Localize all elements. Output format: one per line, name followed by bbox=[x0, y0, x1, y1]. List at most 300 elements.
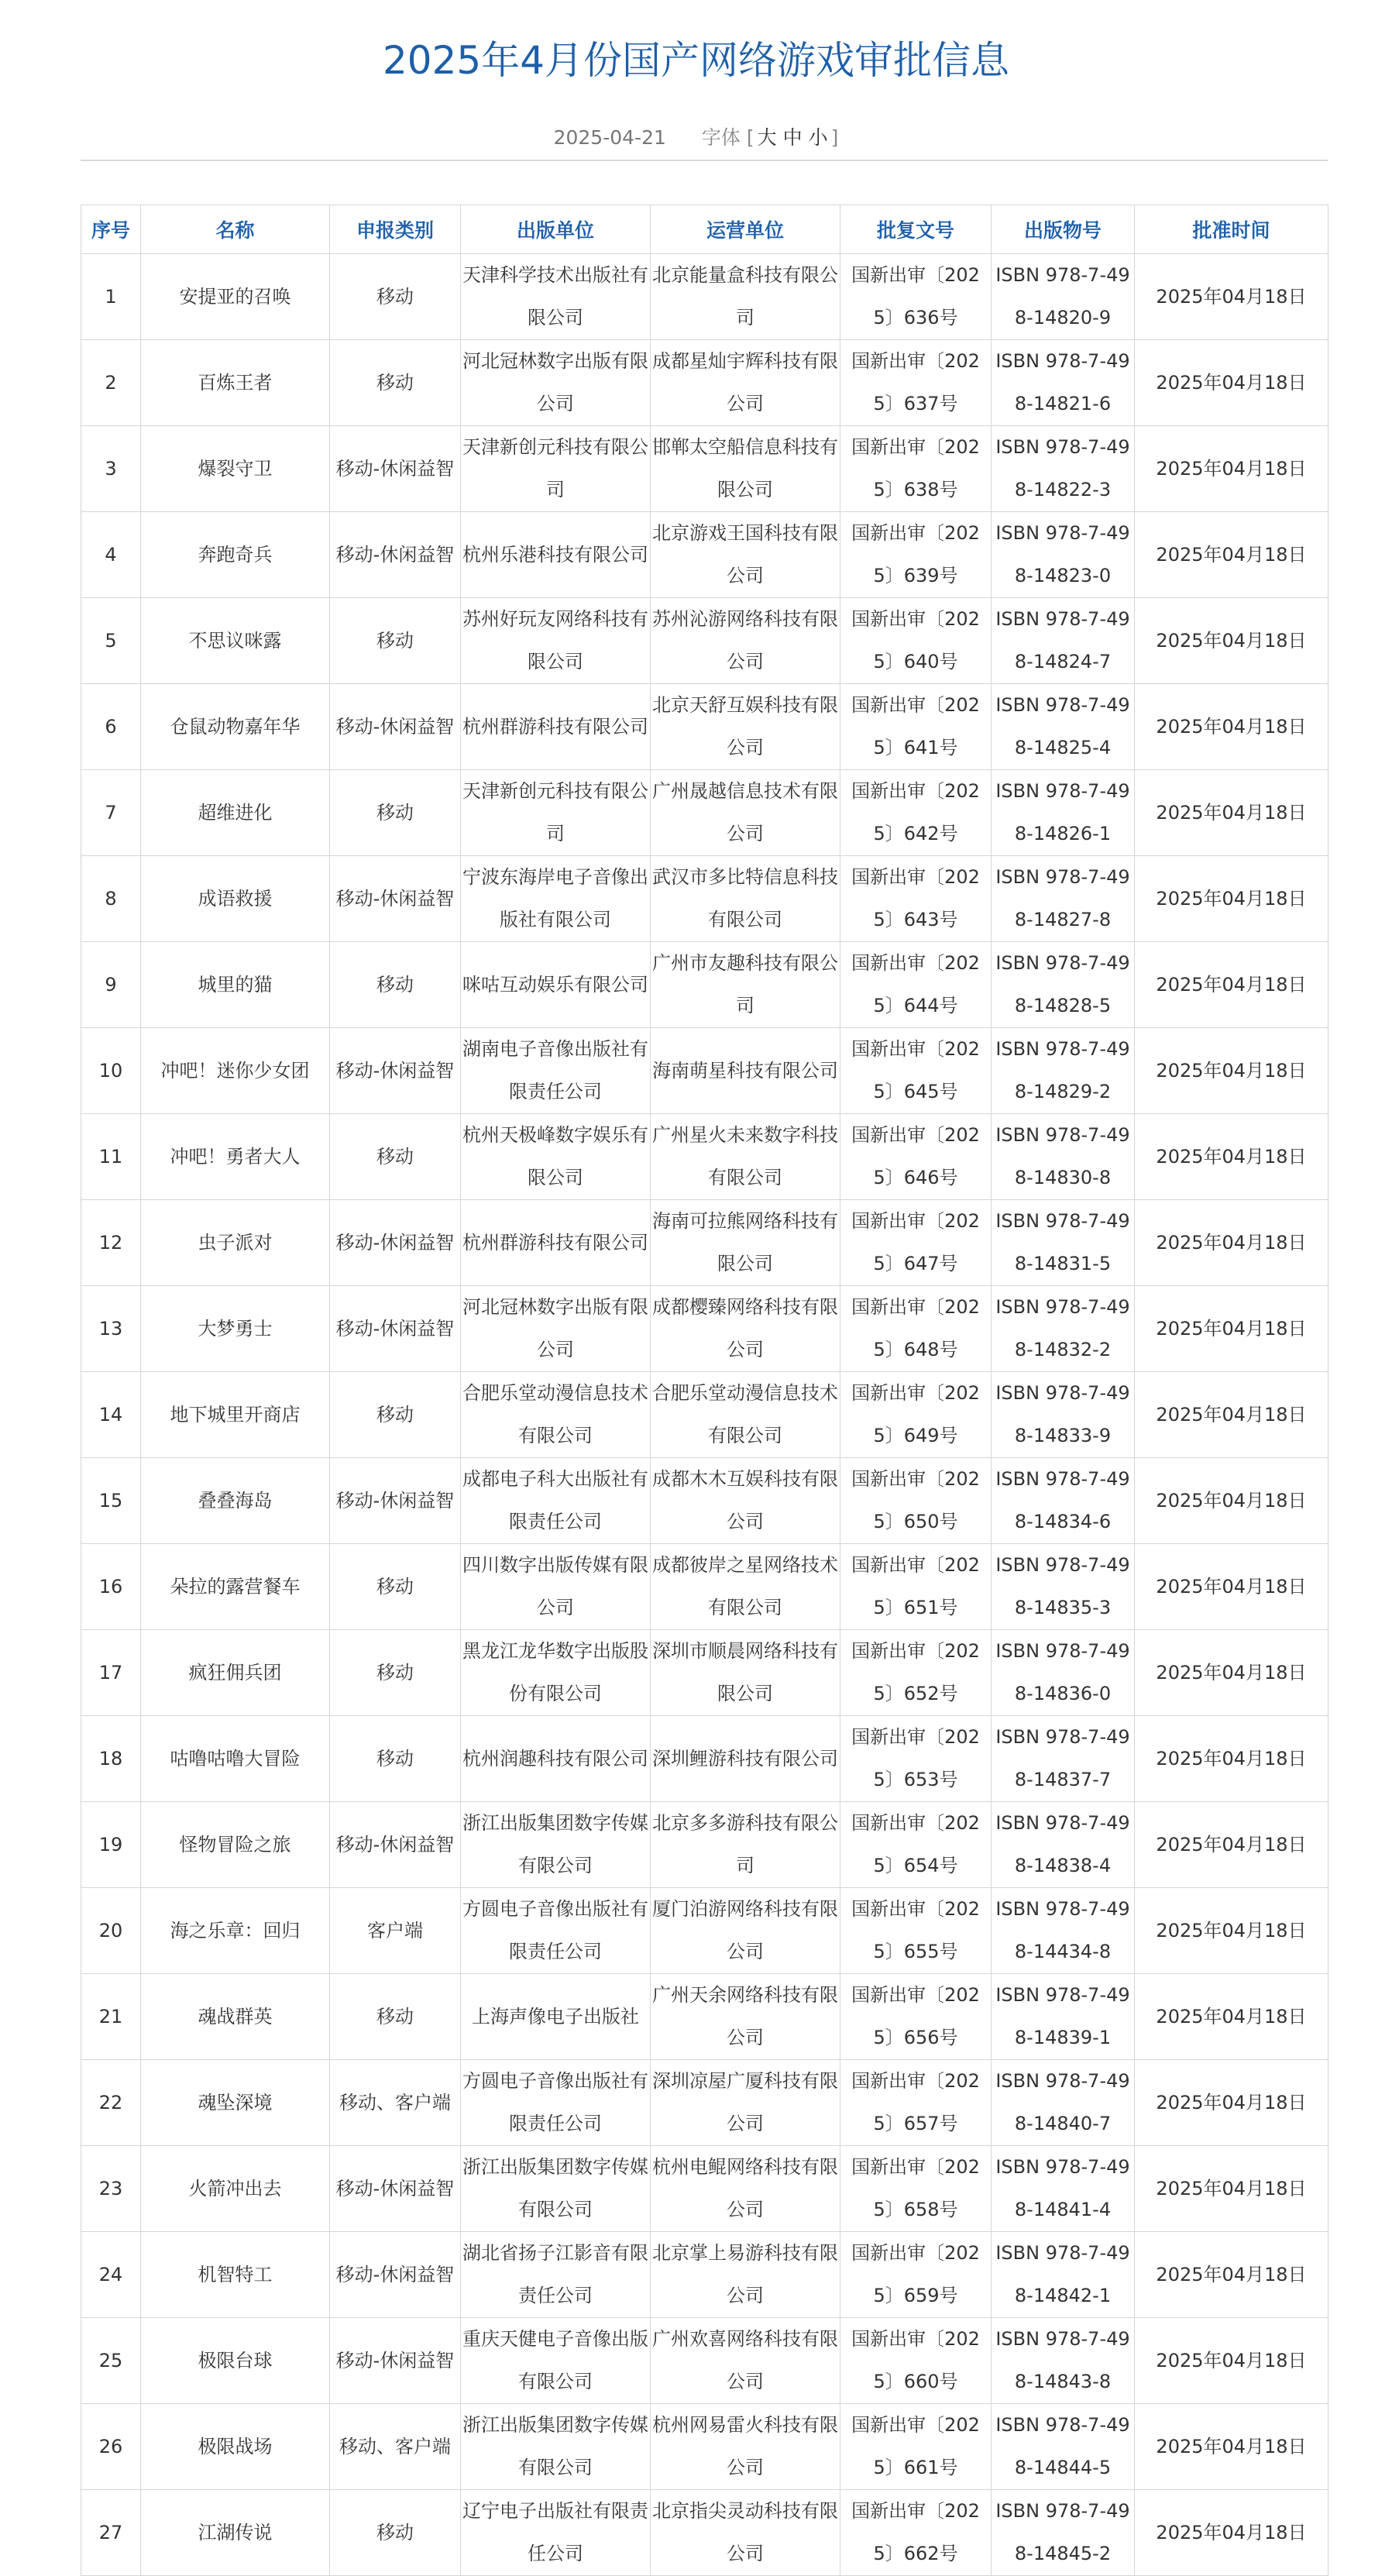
approval-date bbox=[1135, 1630, 1328, 1716]
approval-number-text: 国新出审〔2025〕638号 bbox=[851, 436, 980, 500]
approval-date-text: 2025年04月18日 bbox=[1156, 2005, 1307, 2027]
row-number-text: 20 bbox=[98, 1919, 123, 1941]
category-text: 移动 bbox=[376, 1747, 414, 1769]
category-text: 移动 bbox=[376, 801, 414, 824]
table-row bbox=[81, 2060, 1328, 2146]
category-text: 移动-休闲益智 bbox=[335, 1317, 455, 1340]
category bbox=[330, 1114, 461, 1200]
publisher-text: 四川数字出版传媒有限公司 bbox=[462, 1554, 648, 1618]
publisher bbox=[461, 2490, 651, 2576]
approval-date bbox=[1135, 1888, 1328, 1974]
game-name bbox=[141, 1888, 330, 1974]
category-text: 移动 bbox=[376, 2521, 414, 2543]
isbn bbox=[992, 1544, 1135, 1630]
isbn-text: ISBN 978-7-498-14825-4 bbox=[995, 694, 1130, 758]
operator-text: 杭州网易雷火科技有限公司 bbox=[652, 2414, 838, 2478]
publisher-text: 辽宁电子出版社有限责任公司 bbox=[462, 2500, 648, 2564]
row-number-text: 18 bbox=[98, 1747, 123, 1769]
approval-date-text: 2025年04月18日 bbox=[1156, 2263, 1307, 2285]
approval-number-text: 国新出审〔2025〕654号 bbox=[851, 1812, 980, 1876]
game-name-text: 冲吧！勇者大人 bbox=[170, 1145, 301, 1168]
isbn bbox=[992, 426, 1135, 512]
category-text: 移动-休闲益智 bbox=[335, 543, 455, 566]
row-number-text: 14 bbox=[98, 1403, 123, 1426]
row-number-text: 4 bbox=[105, 543, 117, 566]
row-number-text: 10 bbox=[98, 1059, 123, 1082]
table-row bbox=[81, 1888, 1328, 1974]
game-name-text: 仓鼠动物嘉年华 bbox=[170, 715, 301, 738]
font-size-open-bracket: [ bbox=[746, 126, 754, 149]
row-number bbox=[81, 770, 141, 856]
table-row bbox=[81, 1114, 1328, 1200]
publisher-text: 浙江出版集团数字传媒有限公司 bbox=[462, 1812, 648, 1876]
publisher-text: 杭州群游科技有限公司 bbox=[462, 715, 648, 738]
operator bbox=[651, 512, 840, 598]
isbn bbox=[992, 1802, 1135, 1888]
approval-date-text: 2025年04月18日 bbox=[1156, 2349, 1307, 2371]
game-name bbox=[141, 1716, 330, 1802]
publisher bbox=[461, 1544, 651, 1630]
isbn-text: ISBN 978-7-498-14827-8 bbox=[995, 866, 1130, 930]
operator bbox=[651, 1716, 840, 1802]
row-number bbox=[81, 1200, 141, 1286]
publisher bbox=[461, 1716, 651, 1802]
game-name-text: 城里的猫 bbox=[198, 973, 273, 996]
operator-text: 北京能量盒科技有限公司 bbox=[652, 264, 838, 328]
table-row bbox=[81, 1716, 1328, 1802]
table-row bbox=[81, 942, 1328, 1028]
row-number bbox=[81, 1974, 141, 2060]
category bbox=[330, 1630, 461, 1716]
game-name bbox=[141, 1630, 330, 1716]
approval-date-text: 2025年04月18日 bbox=[1156, 1059, 1307, 1082]
font-large-button[interactable]: 大 bbox=[757, 126, 777, 149]
approval-date bbox=[1135, 2060, 1328, 2146]
category bbox=[330, 1028, 461, 1114]
approval-number-text: 国新出审〔2025〕645号 bbox=[851, 1038, 980, 1102]
category bbox=[330, 1286, 461, 1372]
category bbox=[330, 770, 461, 856]
category bbox=[330, 1802, 461, 1888]
approval-number bbox=[840, 2146, 992, 2232]
row-number-text: 16 bbox=[98, 1575, 123, 1598]
isbn-text: ISBN 978-7-498-14821-6 bbox=[995, 350, 1130, 414]
approval-date bbox=[1135, 1286, 1328, 1372]
table-row bbox=[81, 1802, 1328, 1888]
row-number bbox=[81, 2490, 141, 2576]
isbn-text: ISBN 978-7-498-14833-9 bbox=[995, 1382, 1130, 1446]
isbn-text: ISBN 978-7-498-14822-3 bbox=[995, 436, 1130, 500]
category bbox=[330, 598, 461, 684]
operator bbox=[651, 2060, 840, 2146]
operator bbox=[651, 2404, 840, 2490]
row-number-text: 17 bbox=[98, 1661, 123, 1684]
operator-text: 广州欢喜网络科技有限公司 bbox=[652, 2328, 838, 2392]
row-number-text: 8 bbox=[105, 887, 117, 910]
approval-date bbox=[1135, 2404, 1328, 2490]
approval-date-header: 批准时间 bbox=[1135, 205, 1328, 254]
approval-number-text: 国新出审〔2025〕643号 bbox=[851, 866, 980, 930]
category bbox=[330, 2060, 461, 2146]
row-number bbox=[81, 2146, 141, 2232]
isbn-text: ISBN 978-7-498-14820-9 bbox=[995, 264, 1130, 328]
row-number-text: 22 bbox=[98, 2091, 123, 2113]
operator-text: 苏州沁游网络科技有限公司 bbox=[652, 608, 838, 672]
category-text: 客户端 bbox=[367, 1919, 423, 1941]
isbn bbox=[992, 254, 1135, 340]
isbn-text: ISBN 978-7-498-14834-6 bbox=[995, 1468, 1130, 1532]
operator-text: 北京指尖灵动科技有限公司 bbox=[652, 2500, 838, 2564]
category-text: 移动-休闲益智 bbox=[335, 1059, 455, 1082]
approval-number-text: 国新出审〔2025〕647号 bbox=[851, 1210, 980, 1274]
category-text: 移动 bbox=[376, 1403, 414, 1426]
operator bbox=[651, 340, 840, 426]
publisher-text: 浙江出版集团数字传媒有限公司 bbox=[462, 2156, 648, 2220]
approval-number-text: 国新出审〔2025〕662号 bbox=[851, 2500, 980, 2564]
isbn bbox=[992, 340, 1135, 426]
isbn bbox=[992, 2404, 1135, 2490]
publisher bbox=[461, 2060, 651, 2146]
table-row bbox=[81, 1544, 1328, 1630]
approval-date-text: 2025年04月18日 bbox=[1156, 1145, 1307, 1168]
operator-text: 广州天余网络科技有限公司 bbox=[652, 1984, 838, 2048]
category bbox=[330, 340, 461, 426]
row-number-text: 26 bbox=[98, 2435, 123, 2457]
isbn-text: ISBN 978-7-498-14830-8 bbox=[995, 1124, 1130, 1188]
publisher-text: 合肥乐堂动漫信息技术有限公司 bbox=[462, 1382, 648, 1446]
title-divider bbox=[81, 160, 1328, 161]
publisher bbox=[461, 1372, 651, 1458]
row-number bbox=[81, 684, 141, 770]
approval-number-text: 国新出审〔2025〕653号 bbox=[851, 1726, 980, 1790]
page-title: 2025年4月份国产网络游戏审批信息 bbox=[382, 38, 1010, 83]
operator bbox=[651, 1544, 840, 1630]
publisher bbox=[461, 1974, 651, 2060]
game-name bbox=[141, 1286, 330, 1372]
row-number-text: 25 bbox=[98, 2349, 123, 2371]
name-header: 名称 bbox=[141, 205, 330, 254]
category-text: 移动 bbox=[376, 629, 414, 652]
approval-number bbox=[840, 1544, 992, 1630]
approval-date bbox=[1135, 1544, 1328, 1630]
game-name-text: 地下城里开商店 bbox=[170, 1403, 301, 1426]
table-row bbox=[81, 770, 1328, 856]
row-number bbox=[81, 1802, 141, 1888]
category bbox=[330, 426, 461, 512]
approval-date-text: 2025年04月18日 bbox=[1156, 543, 1307, 566]
operator bbox=[651, 254, 840, 340]
category bbox=[330, 684, 461, 770]
operator bbox=[651, 1458, 840, 1544]
approval-date bbox=[1135, 770, 1328, 856]
game-name-text: 咕噜咕噜大冒险 bbox=[170, 1747, 301, 1769]
row-number bbox=[81, 2060, 141, 2146]
category bbox=[330, 512, 461, 598]
category-text: 移动-休闲益智 bbox=[335, 2177, 455, 2199]
approval-number-text: 国新出审〔2025〕661号 bbox=[851, 2414, 980, 2478]
table-row bbox=[81, 1458, 1328, 1544]
approval-date bbox=[1135, 598, 1328, 684]
row-number bbox=[81, 512, 141, 598]
game-name-text: 极限台球 bbox=[198, 2349, 273, 2371]
isbn bbox=[992, 1974, 1135, 2060]
approval-number bbox=[840, 1200, 992, 1286]
operator-text: 广州市友趣科技有限公司 bbox=[652, 952, 838, 1016]
table-row bbox=[81, 1286, 1328, 1372]
game-name-text: 不思议咪露 bbox=[188, 629, 282, 652]
category-text: 移动-休闲益智 bbox=[335, 1231, 455, 1254]
operator-text: 海南萌星科技有限公司 bbox=[652, 1059, 838, 1082]
isbn bbox=[992, 2146, 1135, 2232]
publisher-text: 杭州天极峰数字娱乐有限公司 bbox=[462, 1124, 648, 1188]
operator-text: 广州晟越信息技术有限公司 bbox=[652, 780, 838, 844]
operator-text: 深圳凉屋广厦科技有限公司 bbox=[652, 2070, 838, 2134]
approval-date-text: 2025年04月18日 bbox=[1156, 1919, 1307, 1941]
category bbox=[330, 1200, 461, 1286]
approval-number-text: 国新出审〔2025〕651号 bbox=[851, 1554, 980, 1618]
approval-date bbox=[1135, 2318, 1328, 2404]
isbn bbox=[992, 684, 1135, 770]
row-number bbox=[81, 1888, 141, 1974]
approval-date-text: 2025年04月18日 bbox=[1156, 1833, 1307, 1855]
approval-number-text: 国新出审〔2025〕658号 bbox=[851, 2156, 980, 2220]
approval-date-text: 2025年04月18日 bbox=[1156, 715, 1307, 738]
game-name-text: 魂战群英 bbox=[198, 2005, 273, 2027]
publisher-text: 上海声像电子出版社 bbox=[472, 2005, 639, 2027]
publisher bbox=[461, 1888, 651, 1974]
category bbox=[330, 2146, 461, 2232]
table-row bbox=[81, 2232, 1328, 2318]
approval-date bbox=[1135, 1974, 1328, 2060]
game-name bbox=[141, 426, 330, 512]
game-name bbox=[141, 942, 330, 1028]
font-small-button[interactable]: 小 bbox=[808, 126, 828, 149]
category bbox=[330, 2318, 461, 2404]
isbn-text: ISBN 978-7-498-14832-2 bbox=[995, 1296, 1130, 1360]
approval-number-text: 国新出审〔2025〕656号 bbox=[851, 1984, 980, 2048]
approval-number-text: 国新出审〔2025〕637号 bbox=[851, 350, 980, 414]
isbn bbox=[992, 598, 1135, 684]
row-number bbox=[81, 340, 141, 426]
game-name-text: 虫子派对 bbox=[198, 1231, 273, 1254]
row-number-text: 2 bbox=[105, 371, 117, 394]
operator bbox=[651, 770, 840, 856]
publisher-text: 宁波东海岸电子音像出版社有限公司 bbox=[462, 866, 648, 930]
category-text: 移动 bbox=[376, 1575, 414, 1598]
approval-number bbox=[840, 1802, 992, 1888]
operator bbox=[651, 426, 840, 512]
isbn bbox=[992, 1114, 1135, 1200]
game-name bbox=[141, 1114, 330, 1200]
category bbox=[330, 1716, 461, 1802]
game-name bbox=[141, 856, 330, 942]
game-name bbox=[141, 254, 330, 340]
isbn-text: ISBN 978-7-498-14844-5 bbox=[995, 2414, 1130, 2478]
publisher bbox=[461, 2404, 651, 2490]
approval-date-text: 2025年04月18日 bbox=[1156, 629, 1307, 652]
publisher bbox=[461, 1802, 651, 1888]
game-name bbox=[141, 1974, 330, 2060]
approval-number bbox=[840, 2060, 992, 2146]
category bbox=[330, 2490, 461, 2576]
isbn-text: ISBN 978-7-498-14842-1 bbox=[995, 2242, 1130, 2306]
category-text: 移动 bbox=[376, 973, 414, 996]
game-name-text: 魂坠深境 bbox=[198, 2091, 273, 2113]
approval-number-text: 国新出审〔2025〕660号 bbox=[851, 2328, 980, 2392]
operator bbox=[651, 1114, 840, 1200]
game-name-text: 朵拉的露营餐车 bbox=[170, 1575, 301, 1598]
approval-number-text: 国新出审〔2025〕655号 bbox=[851, 1898, 980, 1962]
isbn bbox=[992, 1630, 1135, 1716]
operator bbox=[651, 684, 840, 770]
approval-number bbox=[840, 1372, 992, 1458]
row-number-text: 3 bbox=[105, 457, 117, 480]
approval-date bbox=[1135, 856, 1328, 942]
isbn bbox=[992, 1372, 1135, 1458]
publisher bbox=[461, 512, 651, 598]
category-text: 移动-休闲益智 bbox=[335, 715, 455, 738]
game-name bbox=[141, 340, 330, 426]
approval-number bbox=[840, 684, 992, 770]
category-text: 移动、客户端 bbox=[339, 2091, 451, 2113]
approval-date-text: 2025年04月18日 bbox=[1156, 973, 1307, 996]
operator-text: 武汉市多比特信息科技有限公司 bbox=[652, 866, 838, 930]
row-number bbox=[81, 856, 141, 942]
game-name bbox=[141, 2060, 330, 2146]
publisher-text: 天津科学技术出版社有限公司 bbox=[462, 264, 648, 328]
approval-date-text: 2025年04月18日 bbox=[1156, 1575, 1307, 1598]
row-number-text: 9 bbox=[105, 973, 117, 996]
approval-number bbox=[840, 2232, 992, 2318]
publisher bbox=[461, 2146, 651, 2232]
approval-number-text: 国新出审〔2025〕657号 bbox=[851, 2070, 980, 2134]
approval-date bbox=[1135, 340, 1328, 426]
isbn-text: ISBN 978-7-498-14826-1 bbox=[995, 780, 1130, 844]
approval-number bbox=[840, 1974, 992, 2060]
table-row bbox=[81, 512, 1328, 598]
row-number-text: 15 bbox=[98, 1489, 123, 1512]
approval-number-text: 国新出审〔2025〕636号 bbox=[851, 264, 980, 328]
table-row bbox=[81, 1028, 1328, 1114]
isbn-text: ISBN 978-7-498-14839-1 bbox=[995, 1984, 1130, 2048]
category-text: 移动-休闲益智 bbox=[335, 457, 455, 480]
row-number bbox=[81, 2404, 141, 2490]
category-text: 移动 bbox=[376, 371, 414, 394]
approval-table bbox=[81, 205, 1328, 2576]
game-name-text: 百炼王者 bbox=[198, 371, 273, 394]
operator-text: 厦门泊游网络科技有限公司 bbox=[652, 1898, 838, 1962]
font-medium-button[interactable]: 中 bbox=[782, 126, 803, 149]
isbn bbox=[992, 1458, 1135, 1544]
approval-date bbox=[1135, 254, 1328, 340]
approval-date bbox=[1135, 2232, 1328, 2318]
row-number bbox=[81, 426, 141, 512]
category-text: 移动 bbox=[376, 285, 414, 308]
publisher-text: 杭州乐港科技有限公司 bbox=[462, 543, 648, 566]
game-name-text: 大梦勇士 bbox=[198, 1317, 273, 1340]
game-name bbox=[141, 598, 330, 684]
category bbox=[330, 1888, 461, 1974]
approval-date bbox=[1135, 1716, 1328, 1802]
row-number-text: 23 bbox=[98, 2177, 123, 2199]
table-row bbox=[81, 1974, 1328, 2060]
category-text: 移动-休闲益智 bbox=[335, 2263, 455, 2285]
game-name bbox=[141, 2146, 330, 2232]
table-row bbox=[81, 1630, 1328, 1716]
approval-number bbox=[840, 1888, 992, 1974]
approval-number bbox=[840, 512, 992, 598]
article-meta bbox=[0, 122, 1392, 153]
table-row bbox=[81, 2146, 1328, 2232]
approval-number bbox=[840, 1028, 992, 1114]
operator-text: 成都木木互娱科技有限公司 bbox=[652, 1468, 838, 1532]
publisher bbox=[461, 684, 651, 770]
row-number bbox=[81, 1372, 141, 1458]
game-name-text: 冲吧！迷你少女团 bbox=[160, 1059, 310, 1082]
row-number bbox=[81, 254, 141, 340]
category-text: 移动 bbox=[376, 2005, 414, 2027]
row-number-text: 6 bbox=[105, 715, 117, 738]
operator bbox=[651, 942, 840, 1028]
publisher-text: 天津新创元科技有限公司 bbox=[462, 780, 648, 844]
publisher-text: 河北冠林数字出版有限公司 bbox=[462, 350, 648, 414]
approval-date-text: 2025年04月18日 bbox=[1156, 285, 1307, 308]
approval-date-text: 2025年04月18日 bbox=[1156, 887, 1307, 910]
approval-number bbox=[840, 942, 992, 1028]
font-size-label: 字体 bbox=[701, 126, 741, 149]
row-number-text: 13 bbox=[98, 1317, 123, 1340]
operator bbox=[651, 1200, 840, 1286]
game-name-text: 疯狂佣兵团 bbox=[188, 1661, 282, 1684]
publisher bbox=[461, 1630, 651, 1716]
category bbox=[330, 1372, 461, 1458]
publisher-text: 杭州润趣科技有限公司 bbox=[462, 1747, 648, 1769]
approval-number-text: 国新出审〔2025〕650号 bbox=[851, 1468, 980, 1532]
game-name-text: 安提亚的召唤 bbox=[179, 285, 291, 308]
approval-date-text: 2025年04月18日 bbox=[1156, 2091, 1307, 2113]
approval-number bbox=[840, 2404, 992, 2490]
publisher bbox=[461, 2232, 651, 2318]
approval-date bbox=[1135, 1458, 1328, 1544]
approval-number bbox=[840, 770, 992, 856]
isbn bbox=[992, 1888, 1135, 1974]
row-number bbox=[81, 1028, 141, 1114]
row-number bbox=[81, 598, 141, 684]
approval-number bbox=[840, 1458, 992, 1544]
game-name-text: 叠叠海岛 bbox=[198, 1489, 273, 1512]
publisher bbox=[461, 1200, 651, 1286]
publisher-text: 河北冠林数字出版有限公司 bbox=[462, 1296, 648, 1360]
row-number bbox=[81, 1458, 141, 1544]
approval-date-text: 2025年04月18日 bbox=[1156, 2521, 1307, 2543]
row-number-text: 24 bbox=[98, 2263, 123, 2285]
publisher-text: 重庆天健电子音像出版有限公司 bbox=[462, 2328, 648, 2392]
category bbox=[330, 1544, 461, 1630]
table-row bbox=[81, 340, 1328, 426]
table-row bbox=[81, 598, 1328, 684]
approval-date-text: 2025年04月18日 bbox=[1156, 1747, 1307, 1769]
publisher-text: 方圆电子音像出版社有限责任公司 bbox=[462, 2070, 648, 2134]
row-number-text: 21 bbox=[98, 2005, 123, 2027]
table-row bbox=[81, 2490, 1328, 2576]
game-name bbox=[141, 1372, 330, 1458]
approval-number-text: 国新出审〔2025〕648号 bbox=[851, 1296, 980, 1360]
table-row bbox=[81, 1200, 1328, 1286]
category bbox=[330, 942, 461, 1028]
approval-number bbox=[840, 856, 992, 942]
publisher bbox=[461, 856, 651, 942]
publisher bbox=[461, 340, 651, 426]
